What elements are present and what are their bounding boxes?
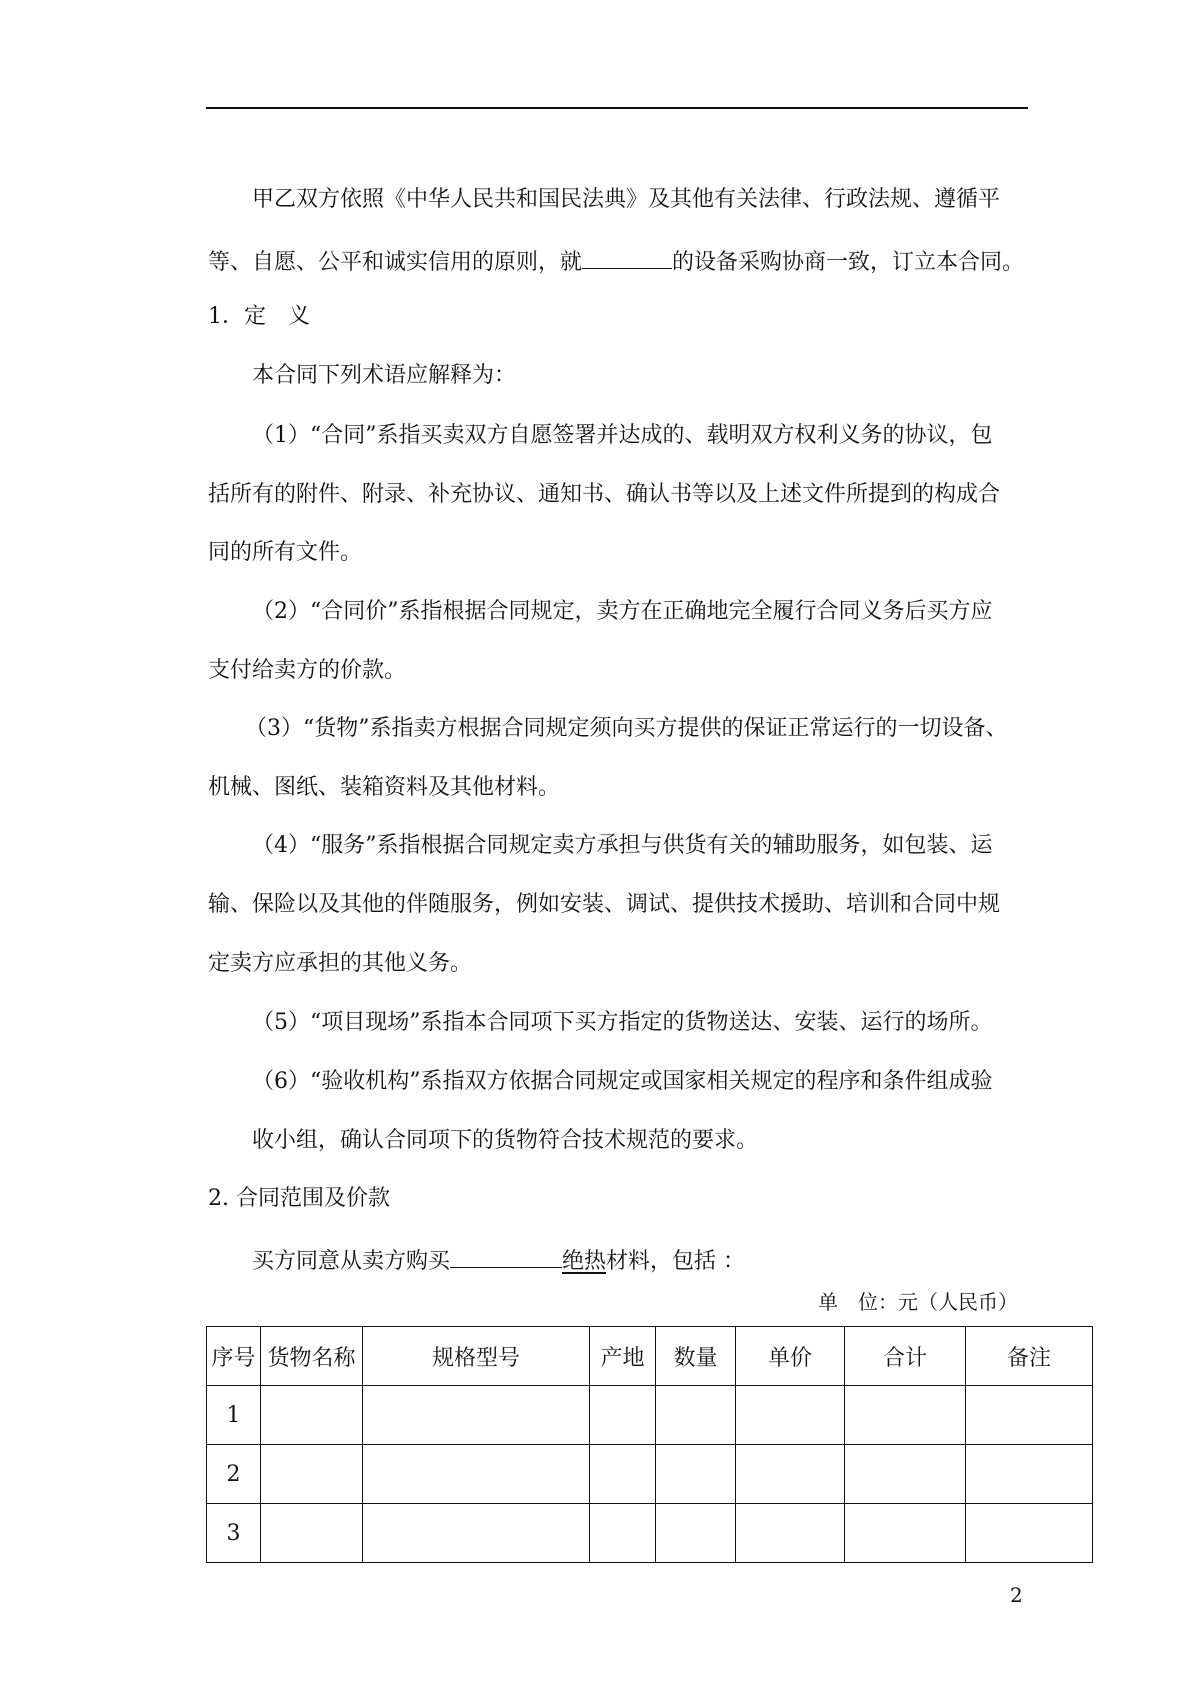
table-header-row xyxy=(207,1327,1093,1386)
table-cell[interactable] xyxy=(845,1445,966,1504)
item-1-line-3: 同的所有文件。 xyxy=(208,540,363,565)
table-cell[interactable] xyxy=(966,1445,1093,1504)
table-cell[interactable] xyxy=(736,1504,845,1563)
table-row xyxy=(207,1504,1093,1563)
table-cell[interactable] xyxy=(656,1386,736,1445)
section-1-heading: 1．定 义 xyxy=(208,304,310,329)
header-cell: 货物名称 xyxy=(261,1327,363,1386)
header-cell: 规格型号 xyxy=(363,1327,590,1386)
item-6-line-1: （6）“验收机构”系指双方依据合同规定或国家相关规定的程序和条件组成验 xyxy=(252,1069,993,1094)
table-row xyxy=(207,1386,1093,1445)
table-cell: 3 xyxy=(207,1504,261,1563)
item-3-line-1: （3）“货物”系指卖方根据合同规定须向买方提供的保证正常运行的一切设备、 xyxy=(245,716,1008,741)
table-cell[interactable] xyxy=(363,1386,590,1445)
item-5-line-1: （5）“项目现场”系指本合同项下买方指定的货物送达、安装、运行的场所。 xyxy=(252,1010,993,1035)
goods-table xyxy=(206,1326,1093,1563)
item-1-line-2: 括所有的附件、附录、补充协议、通知书、确认书等以及上述文件所提到的构成合 xyxy=(208,482,1001,507)
header-cell: 备注 xyxy=(966,1327,1093,1386)
table-cell[interactable] xyxy=(363,1445,590,1504)
table-cell[interactable] xyxy=(966,1386,1093,1445)
purchase-line-b: 材料，包括 ： xyxy=(606,1249,746,1274)
item-2-line-1: （2）“合同价”系指根据合同规定，卖方在正确地完全履行合同义务后买方应 xyxy=(252,599,993,624)
header-cell: 单价 xyxy=(736,1327,845,1386)
section-1-lead: 本合同下列术语应解释为： xyxy=(252,363,517,388)
header-rule xyxy=(206,107,1028,109)
table-cell[interactable] xyxy=(261,1386,363,1445)
item-2-line-2: 支付给卖方的价款。 xyxy=(208,658,407,683)
item-6-line-2: 收小组，确认合同项下的货物符合技术规范的要求。 xyxy=(252,1128,759,1153)
table-cell[interactable] xyxy=(590,1386,656,1445)
table-row xyxy=(207,1445,1093,1504)
item-1-line-1: （1）“合同”系指买卖双方自愿签署并达成的、载明双方权利义务的协议，包 xyxy=(252,423,993,448)
table-cell[interactable] xyxy=(966,1504,1093,1563)
intro-line-2-b: 的设备采购协商一致，订立本合同。 xyxy=(672,250,1025,275)
table-cell[interactable] xyxy=(845,1386,966,1445)
item-4-line-2: 输、保险以及其他的伴随服务，例如安装、调试、提供技术援助、培训和合同中规 xyxy=(208,892,1001,917)
header-cell: 序号 xyxy=(207,1327,261,1386)
unit-note: 单 位：元（人民币） xyxy=(818,1290,1018,1314)
table-cell[interactable] xyxy=(845,1504,966,1563)
blank-project-name[interactable] xyxy=(582,244,672,269)
table-cell[interactable] xyxy=(736,1386,845,1445)
header-cell: 产地 xyxy=(590,1327,656,1386)
intro-line-2 xyxy=(208,244,1024,278)
intro-line-1: 甲乙双方依照《中华人民共和国民法典》及其他有关法律、行政法规、遵循平 xyxy=(252,187,1001,212)
section-2-heading: 2. 合同范围及价款 xyxy=(208,1186,390,1211)
purchase-underlined-text: 绝热 xyxy=(562,1249,607,1274)
table-cell: 1 xyxy=(207,1386,261,1445)
table-cell[interactable] xyxy=(261,1504,363,1563)
table-cell[interactable] xyxy=(590,1504,656,1563)
blank-material-name[interactable] xyxy=(450,1243,562,1268)
table-cell: 2 xyxy=(207,1445,261,1504)
intro-line-2-a: 等、自愿、公平和诚实信用的原则，就 xyxy=(208,250,583,275)
header-cell: 合计 xyxy=(845,1327,966,1386)
item-3-line-2: 机械、图纸、装箱资料及其他材料。 xyxy=(208,775,561,800)
table-cell[interactable] xyxy=(590,1445,656,1504)
table-cell[interactable] xyxy=(261,1445,363,1504)
page-number: 2 xyxy=(1010,1583,1023,1607)
table-cell[interactable] xyxy=(363,1504,590,1563)
item-4-line-1: （4）“服务”系指根据合同规定卖方承担与供货有关的辅助服务，如包装、运 xyxy=(252,833,993,858)
purchase-line-a: 买方同意从卖方购买 xyxy=(252,1249,451,1274)
table-cell[interactable] xyxy=(736,1445,845,1504)
item-4-line-3: 定卖方应承担的其他义务。 xyxy=(208,951,473,976)
table-cell[interactable] xyxy=(656,1504,736,1563)
purchase-line xyxy=(252,1243,745,1277)
table-cell[interactable] xyxy=(656,1445,736,1504)
header-cell: 数量 xyxy=(656,1327,736,1386)
